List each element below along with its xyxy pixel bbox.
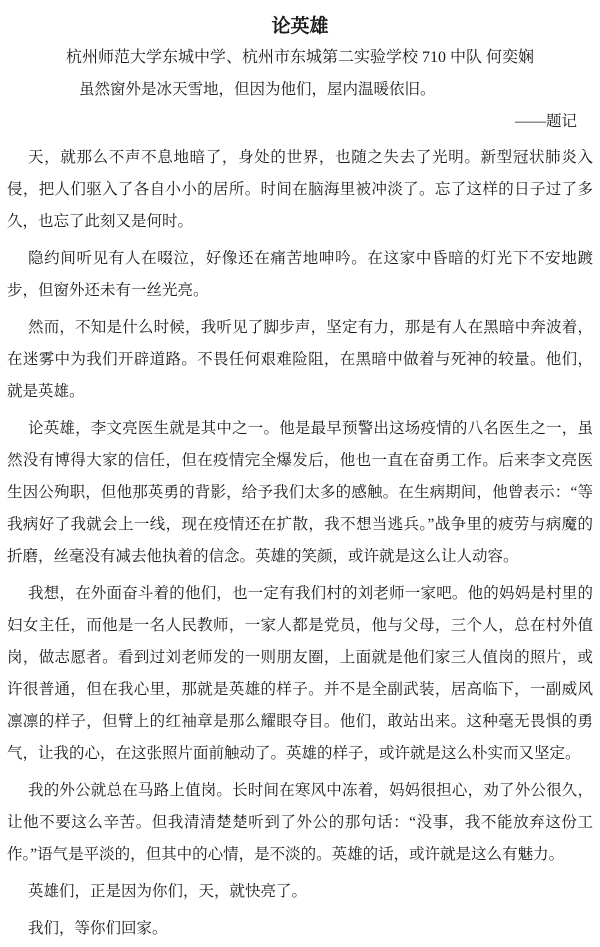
epigraph: 虽然窗外是冰天雪地，但因为他们，屋内温暖依旧。 [79,81,436,98]
paragraph-7: 英雄们，正是因为你们，天，就快亮了。 [28,883,308,900]
paragraph-4: 论英雄，李文亮医生就是其中之一。他是最早预警出这场疫情的八名医生之一，虽然没有博得大家的信任，但在疫情完全爆发后，他也一直在奋勇工作。后来李文亮医生因公殉职，但他那英勇的背影，给予我们太多的感触。在生病期间，他曾表示：“等我病好了我就会上一线，现在疫情还在扩散，我不想当逃兵。”战争里的疲劳与病魔的折磨，丝毫没有减去他执着的信念。英雄的笑颜，或许就是这么让人动容。 [7,420,593,565]
essay-title: 论英雄 [271,16,329,37]
paragraph-2: 隐约间听见有人在啜泣，好像还在痛苦地呻吟。在这家中昏暗的灯光下不安地踱步，但窗外还未有一丝光亮。 [7,250,593,299]
paragraph-1: 天，就那么不声不息地暗了，身处的世界，也随之失去了光明。新型冠状肺炎入侵，把人们驱入了各自小小的居所。时间在脑海里被冲淡了。忘了这样的日子过了多久，也忘了此刻又是何时。 [7,149,593,230]
paragraph-5: 我想，在外面奋斗着的他们，也一定有我们村的刘老师一家吧。他的妈妈是村里的妇女主任，而他是一名人民教师，一家人都是党员，他与父母，三个人，总在村外值岗，做志愿者。看到过刘老师发的一则朋友圈，上面就是他们家三人值岗的照片，或许很普通，但在我心里，那就是英雄的样子。并不是全副武装，居高临下，一副威风凛凛的样子，但臂上的红袖章是那么耀眼夺目。他们，敢站出来。这种毫无畏惧的勇气，让我的心，在这张照片面前触动了。英雄的样子，或许就是这么朴实而又坚定。 [7,585,593,762]
byline: 杭州师范大学东城中学、杭州市东城第二实验学校 710 中队 何奕娴 [65,49,534,66]
epigraph-attribution: ——题记 [514,113,577,130]
paragraph-3: 然而，不知是什么时候，我听见了脚步声，坚定有力，那是有人在黑暗中奔波着，在迷雾中为我们开辟道路。不畏任何艰难险阻，在黑暗中做着与死神的较量。他们，就是英雄。 [7,319,593,400]
paragraph-6: 我的外公就总在马路上值岗。长时间在寒风中冻着，妈妈很担心，劝了外公很久，让他不要这么辛苦。但我清清楚楚听到了外公的那句话：“没事，我不能放弃这份工作。”语气是平淡的，但其中的心情，是不淡的。英雄的话，或许就是这么有魅力。 [7,782,593,863]
paragraph-8: 我们，等你们回家。 [28,920,168,937]
